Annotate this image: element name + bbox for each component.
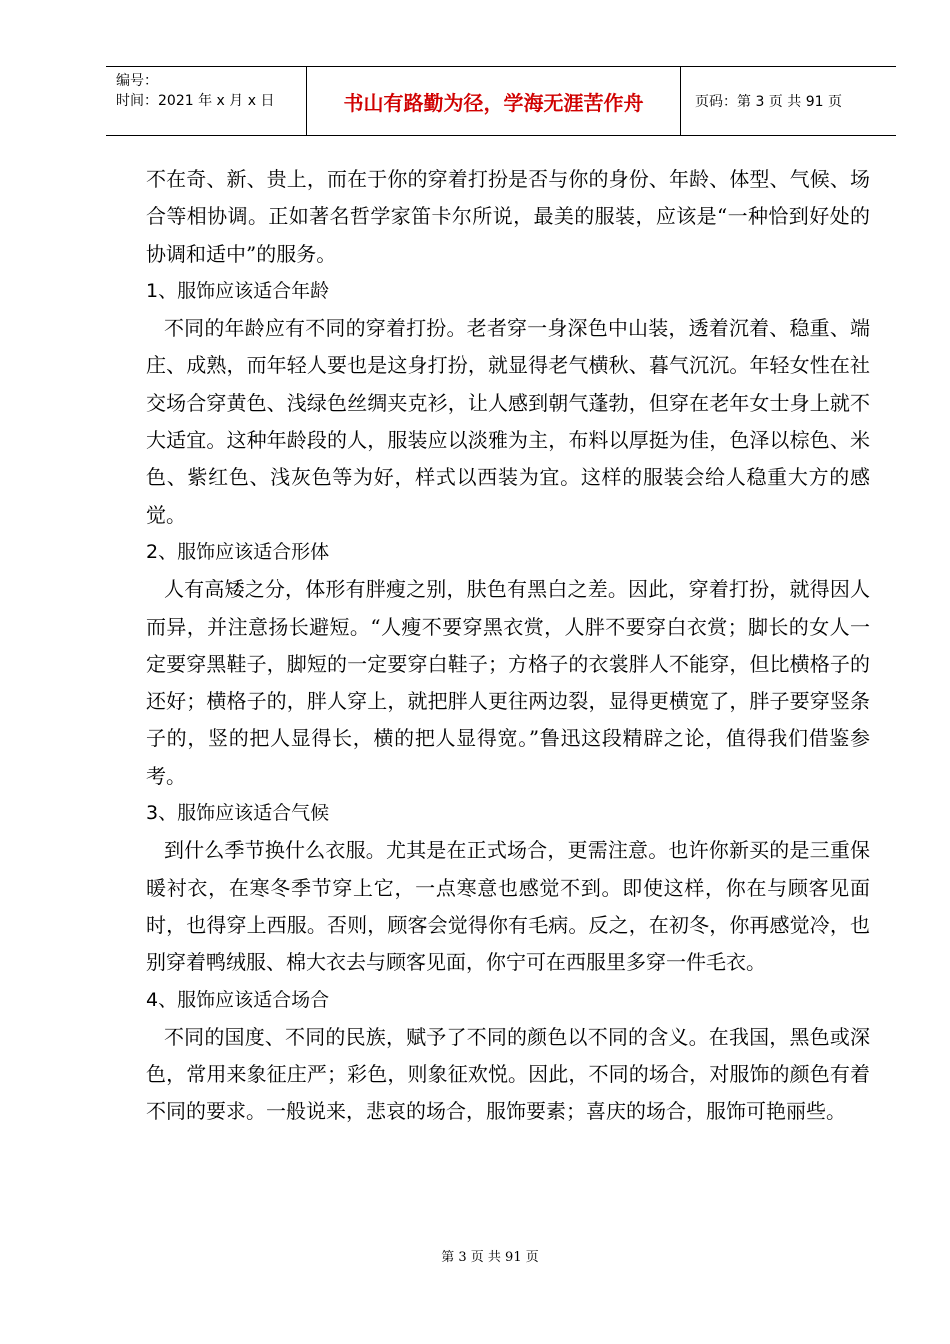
time-line: 时间：2021 年 x 月 x 日 bbox=[116, 93, 275, 109]
paragraph-climate: 到什么季节换什么衣服。尤其是在正式场合，更需注意。也许你新买的是三重保暖衬衣，在寒冬季节穿上它，一点寒意也感觉不到。即使这样，你在与顾客见面时，也得穿上西服。否则，顾客会觉得你有毛病。反之，在初冬，你再感觉冷，也别穿着鸭绒服、棉大衣去与顾客见面，你宁可在西服里多穿一件毛衣。 bbox=[146, 838, 870, 975]
header-page-info: 页码：第 3 页 共 91 页 bbox=[695, 94, 842, 110]
paragraph-body-shape: 人有高矮之分，体形有胖瘦之别，肤色有黑白之差。因此，穿着打扮，就得因人而异，并注意扬长避短。“人瘦不要穿黑衣赏，人胖不要穿白衣赏；脚长的女人一定要穿黑鞋子，脚短的一定要穿白鞋子；方格子的衣裳胖人不能穿，但比横格子的还好；横格子的，胖人穿上，就把胖人更往两边裂，显得更横宽了，胖子要穿竖条子的，竖的把人显得长，横的把人显得宽。”鲁迅这段精辟之论，值得我们借鉴参考。 bbox=[146, 577, 870, 788]
paragraph-age: 不同的年龄应有不同的穿着打扮。老者穿一身深色中山装，透着沉着、稳重、端庄、成熟，而年轻人要也是这身打扮，就显得老气横秋、暮气沉沉。年轻女性在社交场合穿黄色、浅绿色丝绸夹克衫，让人感到朝气蓬勃，但穿在老年女士身上就不大适宜。这种年龄段的人，服装应以淡雅为主，布料以厚挺为佳，色泽以棕色、米色、紫红色、浅灰色等为好，样式以西装为宜。这样的服装会给人稳重大方的感觉。 bbox=[146, 316, 870, 527]
paragraph-occasion: 不同的国度、不同的民族，赋予了不同的颜色以不同的含义。在我国，黑色或深色，常用来象征庄严；彩色，则象征欢悦。因此，不同的场合，对服饰的颜色有着不同的要求。一般说来，悲哀的场合，服饰要素；喜庆的场合，服饰可艳丽些。 bbox=[146, 1024, 870, 1124]
section-heading-occasion: 4、服饰应该适合场合 bbox=[146, 988, 330, 1011]
page-footer: 第 3 页 共 91 页 bbox=[441, 1250, 539, 1265]
section-heading-body-shape: 2、服饰应该适合形体 bbox=[146, 540, 330, 563]
document-body bbox=[146, 161, 870, 1131]
paragraph-intro: 不在奇、新、贵上，而在于你的穿着打扮是否与你的身份、年龄、体型、气候、场合等相协调。正如著名哲学家笛卡尔所说，最美的服装，应该是“一种恰到好处的协调和适中”的服务。 bbox=[146, 167, 870, 266]
section-heading-climate: 3、服饰应该适合气候 bbox=[146, 802, 330, 825]
header-meta bbox=[106, 67, 307, 135]
header-motto: 书山有路勤为径，学海无涯苦作舟 bbox=[307, 67, 681, 135]
document-header bbox=[106, 66, 896, 136]
number-label: 编号： bbox=[116, 73, 158, 89]
section-heading-age: 1、服饰应该适合年龄 bbox=[146, 279, 330, 302]
